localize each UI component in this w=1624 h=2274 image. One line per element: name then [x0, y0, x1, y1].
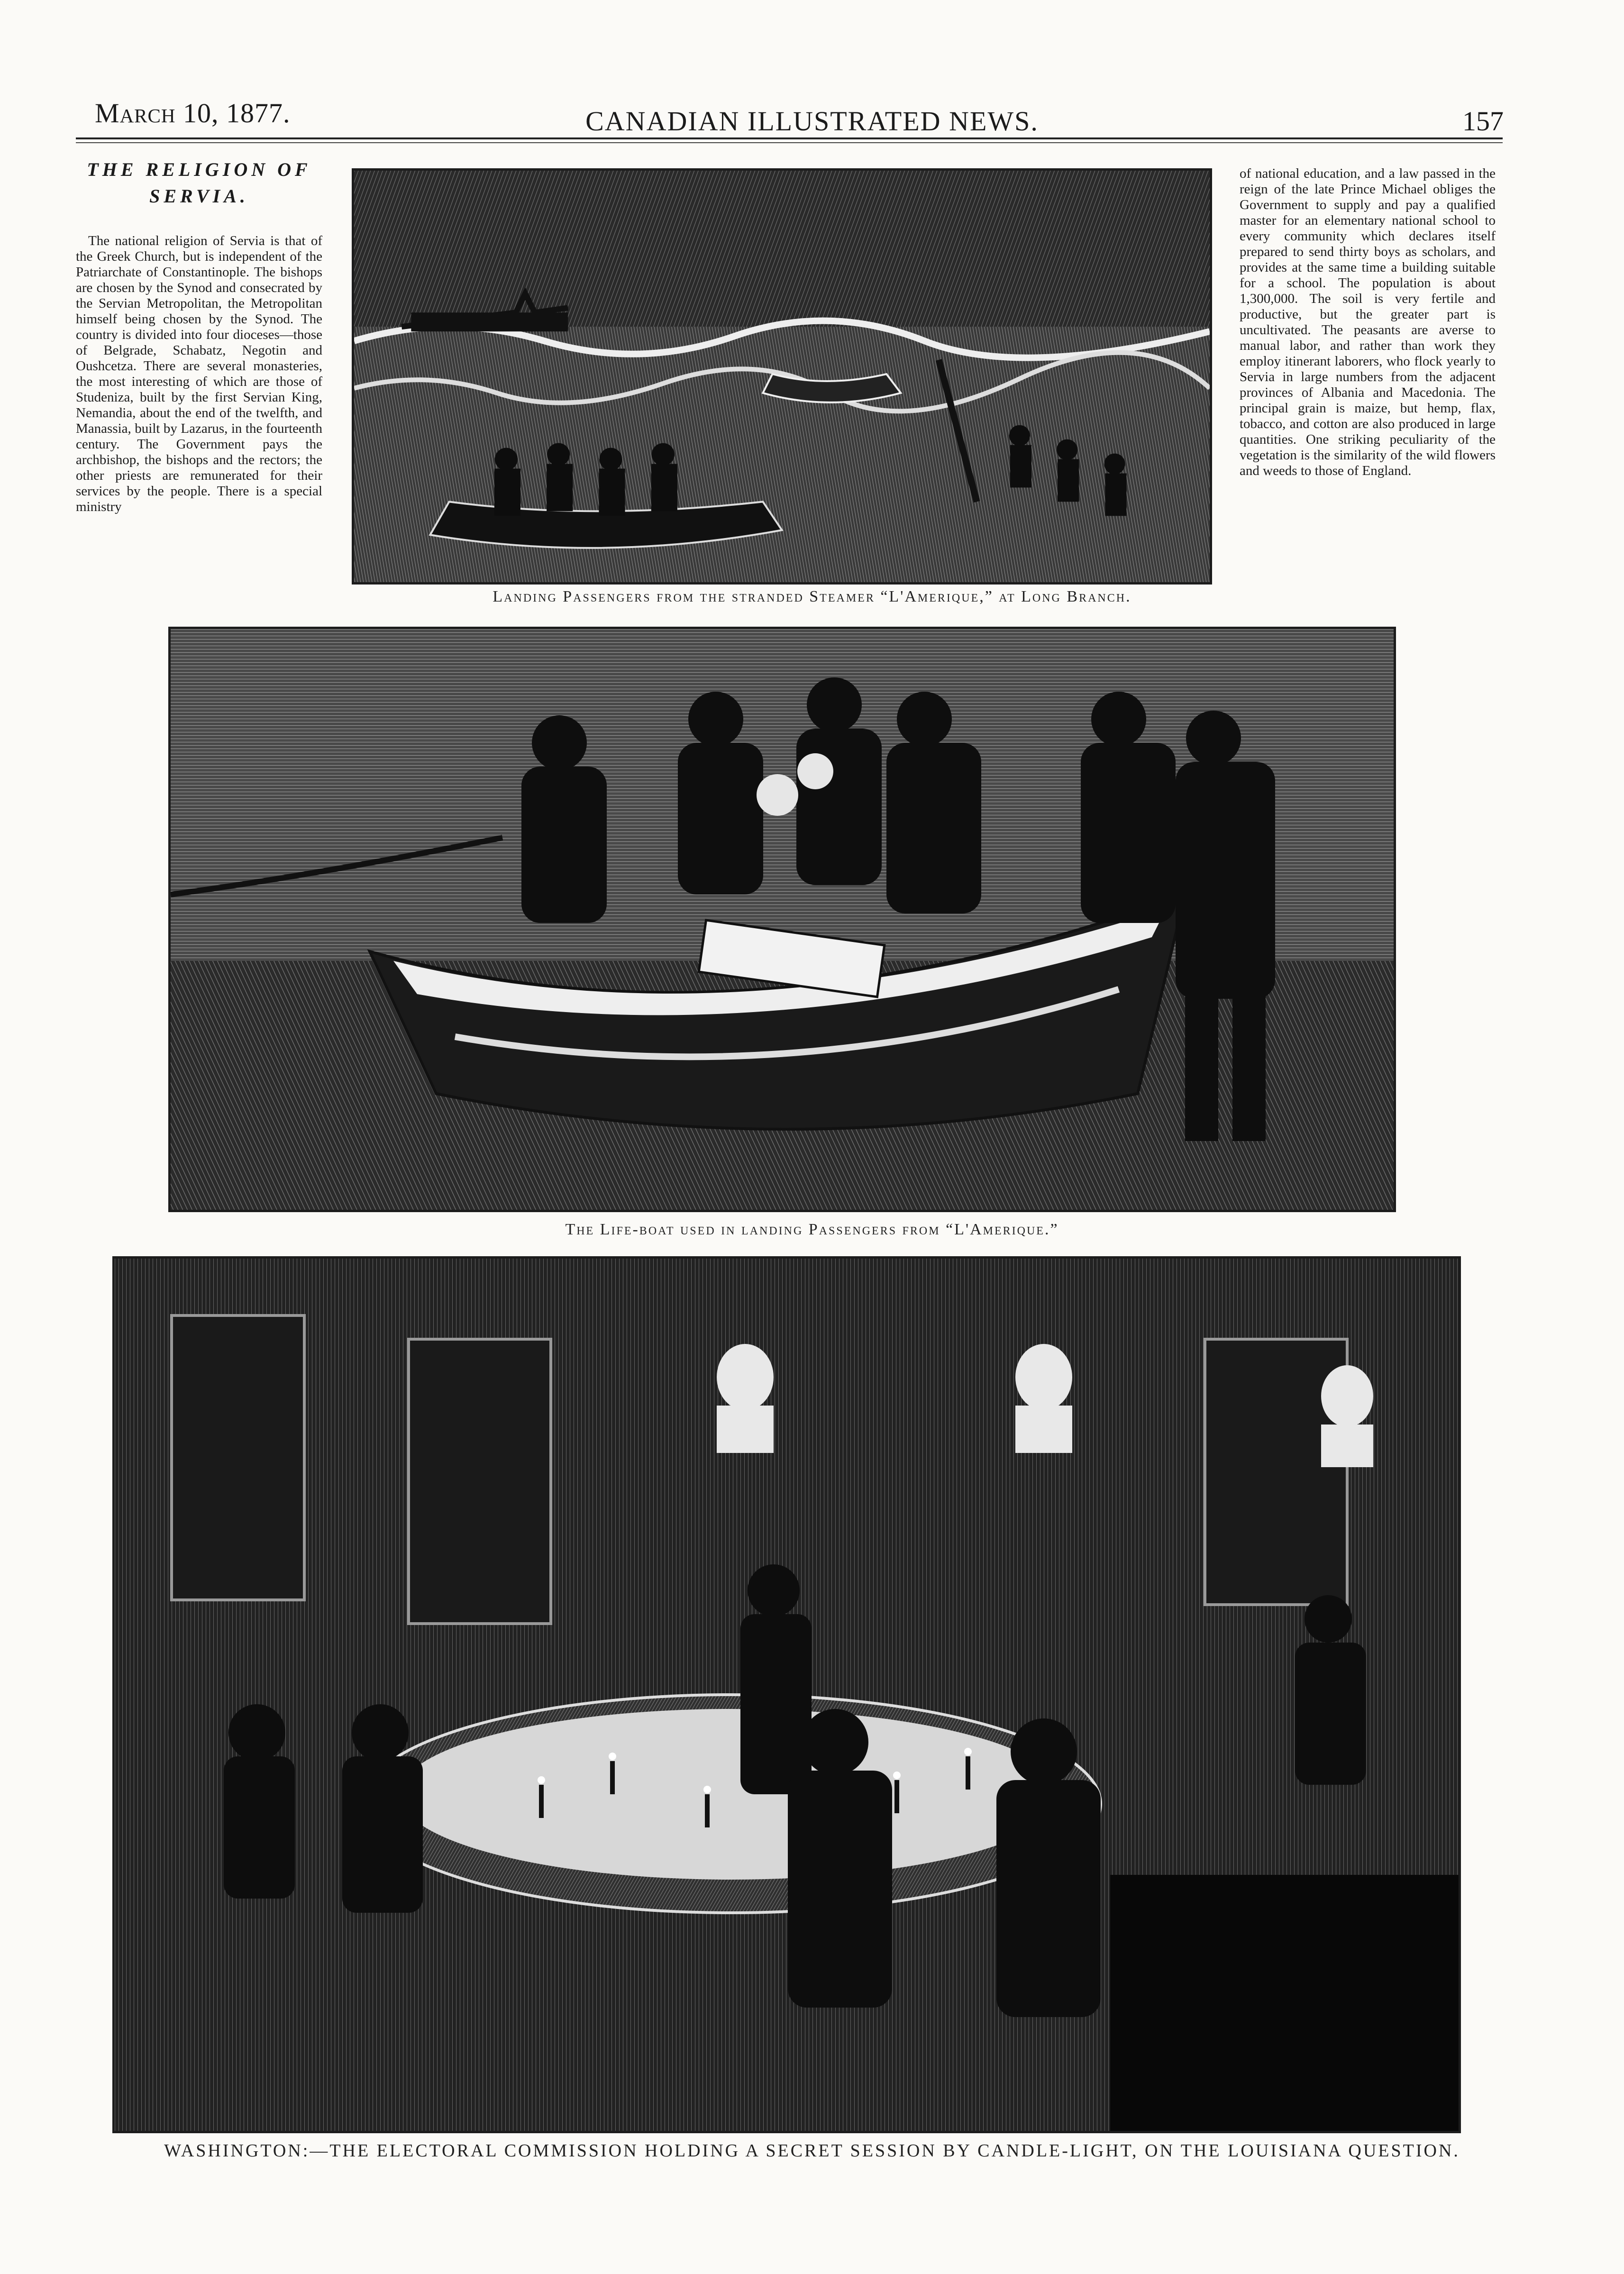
article-body-right: of national education, and a law passed in the reign of the late Prince Michael obliges the Government to supply and pay a qualified master for an elementary national school to every community which declares itself prepared to send thirty boys as scholars, and provides at the same time a building suitable for a school. The population is about 1,300,000. The soil is very fertile and productive, but the greater part is uncultivated. The peasants are averse to manual labor, and rather than work they employ itinerant laborers, who flock yearly to Servia in large numbers from the adjacent provinces of Albania and Macedonia. The principal grain is maize, but hemp, flax, tobacco, and cotton are also produced in large quantities. One striking peculiarity of the vegetation is the similarity of the wild flowers and weeds to those of England. [1240, 166, 1496, 478]
engraving-lifeboat [168, 627, 1396, 1212]
page-number: 157 [1462, 106, 1504, 137]
header-rule [76, 137, 1503, 139]
caption-lifeboat: The Life-boat used in landing Passengers from “L'Amerique.” [565, 1221, 1059, 1238]
article-body-left: The national religion of Servia is that of the Greek Church, but is independent of the Patriarchate of Constantinople. The bishops are chosen by the Synod and consecrated by the Servian Metropolitan, the Metropolitan himself being chosen by the Synod. The country is divided into four dioceses—those of Belgrade, Schabatz, Negotin and Oushcetza. There are several monasteries, the most interesting of which are those of Studeniza, built by the first Servian King, Nemandia, about the end of the twelfth, and Manassia, built by Lazarus, in the fourteenth century. The Government pays the archbishop, the bishops and the rectors; the other priests are remunerated for their services by the people. There is a special ministry [76, 233, 322, 514]
article-right-column [1240, 166, 1496, 479]
issue-date: March 10, 1877. [95, 98, 291, 128]
header-rule-thin [76, 142, 1503, 143]
caption-stranded-steamer: Landing Passengers from the stranded Steamer “L'Amerique,” at Long Branch. [493, 588, 1131, 605]
article-left-column [76, 156, 322, 515]
engraving-electoral-commission [112, 1256, 1461, 2133]
article-title: THE RELIGION OF SERVIA. [87, 159, 311, 207]
masthead-title: CANADIAN ILLUSTRATED NEWS. [585, 106, 1039, 137]
caption-electoral-commission: WASHINGTON:—THE ELECTORAL COMMISSION HOLDING A SECRET SESSION BY CANDLE-LIGHT, ON THE LOUISIANA QUESTION. [164, 2141, 1460, 2161]
engraving-stranded-steamer [352, 168, 1212, 584]
